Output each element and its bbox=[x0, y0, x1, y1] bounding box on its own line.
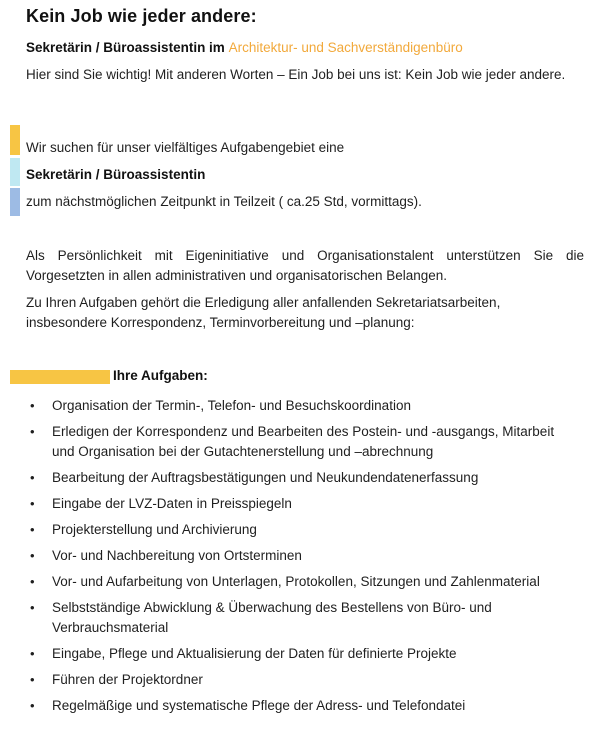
bullet-icon: • bbox=[30, 698, 35, 713]
task-text: Eingabe der LVZ-Daten in Preisspiegeln bbox=[52, 496, 292, 511]
list-item bbox=[0, 520, 600, 540]
list-item bbox=[0, 644, 600, 664]
bullet-icon: • bbox=[30, 522, 35, 537]
bullet-icon: • bbox=[30, 398, 35, 413]
cyan-marker-bar bbox=[10, 158, 20, 186]
bullet-icon: • bbox=[30, 424, 35, 439]
list-item bbox=[0, 396, 600, 416]
personality-paragraph: Als Persönlichkeit mit Eigeninitiative und Organisationstalent unterstützen Sie die Vorgesetzten in allen administrativen und organisatorischen Belangen. bbox=[26, 248, 584, 283]
bullet-icon: • bbox=[30, 496, 35, 511]
tasks-heading-marker bbox=[10, 370, 110, 384]
task-text: Organisation der Termin-, Telefon- und Besuchskoordination bbox=[52, 398, 411, 413]
task-text: Projekterstellung und Archivierung bbox=[52, 522, 257, 537]
bullet-icon: • bbox=[30, 672, 35, 687]
search-position-title: Sekretärin / Büroassistentin bbox=[26, 167, 206, 182]
list-item bbox=[0, 494, 600, 514]
task-text: Vor- und Nachbereitung von Ortsterminen bbox=[52, 548, 302, 563]
page-title: Kein Job wie jeder andere: bbox=[26, 6, 257, 26]
duties-paragraph: Zu Ihren Aufgaben gehört die Erledigung aller anfallenden Sekretariatsarbeiten, insbesondere Korrespondenz, Terminvorbereitung und –planung: bbox=[26, 295, 501, 330]
tasks-list bbox=[0, 396, 600, 722]
list-item bbox=[0, 572, 600, 592]
blue-marker-bar bbox=[10, 188, 20, 216]
list-item bbox=[0, 422, 600, 462]
list-item bbox=[0, 670, 600, 690]
task-text: Selbstständige Abwicklung & Überwachung des Bestellens von Büro- und Verbrauchsmaterial bbox=[52, 600, 492, 635]
task-text: Regelmäßige und systematische Pflege der Adress- und Telefondatei bbox=[52, 698, 466, 713]
list-item bbox=[0, 598, 600, 638]
yellow-marker-bar bbox=[10, 125, 20, 155]
position-label: Sekretärin / Büroassistentin im bbox=[26, 40, 229, 55]
task-text: Führen der Projektordner bbox=[52, 672, 203, 687]
task-text: Erledigen der Korrespondenz und Bearbeiten des Postein- und -ausgangs, Mitarbeit und Organisation bei der Gutachtenerstellung und –abrechnung bbox=[52, 424, 555, 459]
task-text: Bearbeitung der Auftragsbestätigungen und Neukundendatenerfassung bbox=[52, 470, 479, 485]
company-type: Architektur- und Sachverständigenbüro bbox=[228, 40, 463, 55]
intro-text: Hier sind Sie wichtig! Mit anderen Worten – Ein Job bei uns ist: Kein Job wie jeder andere. bbox=[26, 67, 566, 82]
position-subtitle bbox=[26, 40, 463, 55]
task-text: Eingabe, Pflege und Aktualisierung der Daten für definierte Projekte bbox=[52, 646, 457, 661]
bullet-icon: • bbox=[30, 574, 35, 589]
tasks-heading: Ihre Aufgaben: bbox=[113, 368, 208, 383]
list-item bbox=[0, 546, 600, 566]
search-line-3: zum nächstmöglichen Zeitpunkt in Teilzeit ( ca.25 Std, vormittags). bbox=[26, 194, 422, 209]
search-line-1: Wir suchen für unser vielfältiges Aufgabengebiet eine bbox=[26, 140, 345, 155]
list-item bbox=[0, 468, 600, 488]
bullet-icon: • bbox=[30, 646, 35, 661]
task-text: Vor- und Aufarbeitung von Unterlagen, Protokollen, Sitzungen und Zahlenmaterial bbox=[52, 574, 540, 589]
bullet-icon: • bbox=[30, 600, 35, 615]
list-item bbox=[0, 696, 600, 716]
bullet-icon: • bbox=[30, 470, 35, 485]
bullet-icon: • bbox=[30, 548, 35, 563]
